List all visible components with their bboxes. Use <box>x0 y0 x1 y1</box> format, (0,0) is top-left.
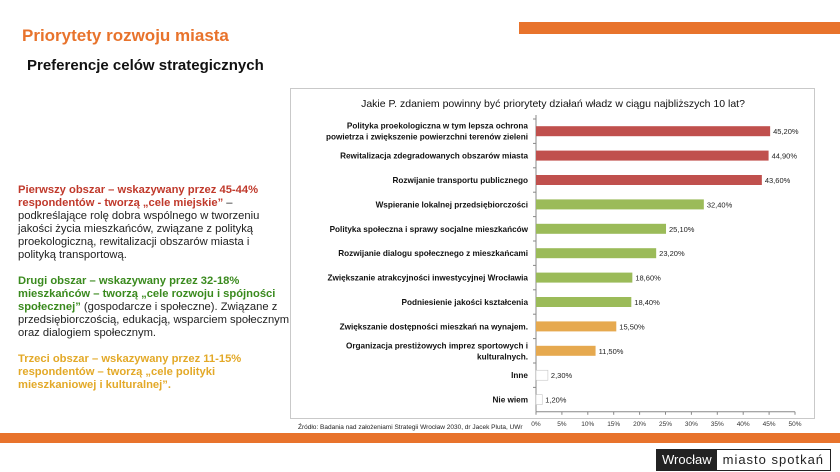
bar <box>536 273 632 283</box>
bar <box>536 224 666 234</box>
bar <box>536 370 548 380</box>
category-label: Nie wiem <box>492 395 528 405</box>
summary-text <box>18 184 290 405</box>
bar-value-label: 11,50% <box>598 346 624 356</box>
category-label: Wspieranie lokalnej przedsiębiorczości <box>375 200 528 210</box>
bar <box>536 175 762 185</box>
bar <box>536 248 656 258</box>
x-tick-label: 15% <box>607 420 621 428</box>
x-tick-label: 20% <box>633 420 647 428</box>
bar-value-label: 18,60% <box>635 273 661 283</box>
summary-highlight-2: Drugi obszar – wskazywany przez 32-18% mieszkańców – tworzą „cele rozwoju i spójności społecznej” <box>18 275 276 313</box>
bar-value-label: 25,10% <box>669 224 695 234</box>
bar <box>536 395 542 405</box>
category-label: Polityka proekologiczna w tym lepsza ochrona <box>346 121 528 131</box>
category-label: Podniesienie jakości kształcenia <box>401 298 528 307</box>
x-tick-label: 50% <box>788 420 802 428</box>
bar-value-label: 44,90% <box>771 151 798 161</box>
x-tick-label: 5% <box>557 420 567 428</box>
x-tick-label: 35% <box>710 420 724 428</box>
source-note: Źródło: Badania nad założeniami Strategii Wrocław 2030, dr Jacek Pluta, UWr <box>298 424 523 431</box>
bar-value-label: 32,40% <box>706 200 733 210</box>
bar-value-label: 43,60% <box>764 176 791 185</box>
category-label: kulturalnych. <box>477 352 528 362</box>
bar <box>536 199 704 209</box>
bar <box>536 126 770 136</box>
bottom-accent-bar <box>0 433 840 443</box>
category-label: Rozwijanie dialogu społecznego z mieszkańcami <box>338 249 528 259</box>
summary-paragraph-1 <box>18 184 290 262</box>
bar <box>536 151 769 161</box>
top-accent-bar <box>519 22 840 34</box>
bar-value-label: 1,20% <box>545 395 567 405</box>
bar-value-label: 18,40% <box>634 298 660 307</box>
bar-value-label: 23,20% <box>659 249 685 259</box>
chart-title: Jakie P. zdaniem powinny być priorytety działań władz w ciągu najbliższych 10 lat? <box>361 98 745 110</box>
x-tick-label: 45% <box>762 420 776 428</box>
logo-tagline: miasto spotkań <box>717 450 830 470</box>
bar <box>536 297 631 307</box>
x-tick-label: 30% <box>684 420 698 428</box>
bar <box>536 346 596 356</box>
city-logo <box>656 449 831 471</box>
summary-body-2: (gospodarcze i społeczne). Związane z przedsiębiorczością, edukacją, wsparciem społecznym oraz dialogiem społecznym. <box>18 301 290 339</box>
category-label: Rewitalizacja zdegradowanych obszarów miasta <box>340 151 528 161</box>
bar-value-label: 45,20% <box>773 127 799 137</box>
logo-wordmark: Wrocław <box>657 450 717 470</box>
summary-highlight-3: Trzeci obszar – wskazywany przez 11-15% respondentów – tworzą „cele polityki mieszkaniowej i kulturalnej”. <box>18 353 242 391</box>
summary-body-1: – podkreślające rolę dobra wspólnego w tworzeniu jakości życia mieszkańców, związane z polityką proekologiczną, rewitalizacji obszarów miasta i polityką transportową. <box>18 197 260 261</box>
summary-paragraph-3 <box>18 353 290 392</box>
section-title: Preferencje celów strategicznych <box>27 57 264 74</box>
x-tick-label: 10% <box>581 420 595 428</box>
summary-paragraph-2 <box>18 275 290 340</box>
category-label: Polityka społeczna i sprawy socjalne mieszkańców <box>329 224 528 234</box>
x-tick-label: 40% <box>736 420 750 428</box>
page-title: Priorytety rozwoju miasta <box>22 26 229 45</box>
category-label: powietrza i zwiększenie powierzchni terenów zieleni <box>325 132 528 142</box>
bar-value-label: 15,50% <box>619 322 645 332</box>
summary-highlight-1: Pierwszy obszar – wskazywany przez 45-44% respondentów - tworzą „cele miejskie” <box>18 184 259 209</box>
x-tick-label: 0% <box>531 420 541 428</box>
category-label: Rozwijanie transportu publicznego <box>392 176 528 185</box>
category-label: Organizacja prestiżowych imprez sportowych i <box>346 341 528 351</box>
x-tick-label: 25% <box>658 420 673 428</box>
bar <box>536 321 616 331</box>
bar-value-label: 2,30% <box>550 371 573 381</box>
category-label: Inne <box>511 371 528 381</box>
category-label: Zwiększanie dostępności mieszkań na wynajem. <box>339 322 528 332</box>
category-label: Zwiększanie atrakcyjności inwestycyjnej Wrocławia <box>327 273 528 283</box>
